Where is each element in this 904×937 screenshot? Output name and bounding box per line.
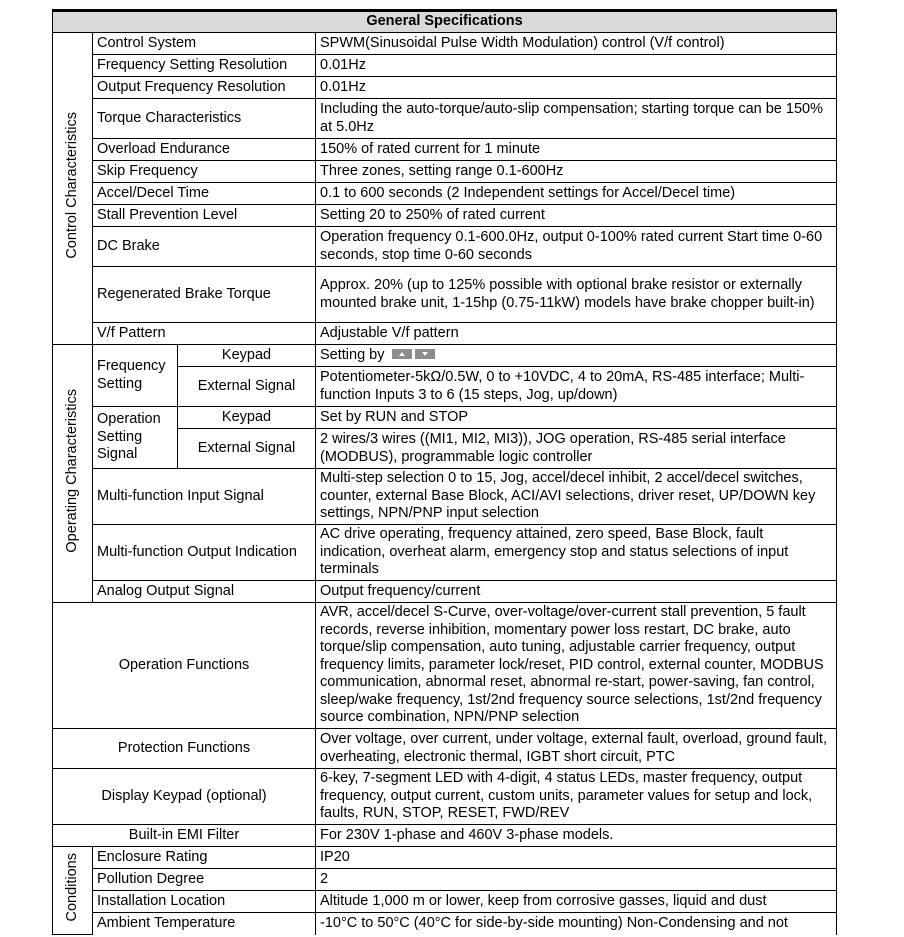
table-row [53, 161, 837, 183]
spec-value: Adjustable V/f pattern [316, 323, 837, 345]
table-row [53, 183, 837, 205]
spec-value: SPWM(Sinusoidal Pulse Width Modulation) control (V/f control) [316, 33, 837, 55]
table-row [53, 99, 837, 139]
spec-label: Stall Prevention Level [93, 205, 316, 227]
spec-value: For 230V 1-phase and 460V 3-phase models. [316, 825, 837, 847]
spec-value: Setting by [316, 345, 837, 367]
spec-value: 0.1 to 600 seconds (2 Independent settings for Accel/Decel time) [316, 183, 837, 205]
spec-label: V/f Pattern [93, 323, 316, 345]
table-title-row [53, 11, 837, 33]
spec-label: Operation Setting Signal [93, 407, 178, 469]
spec-value: Multi-step selection 0 to 15, Jog, accel/decel inhibit, 2 accel/decel switches, counter, external Base Block, ACI/AVI selections, driver reset, UP/DOWN key settings, NPN/PNP input selection [316, 469, 837, 525]
table-row [53, 267, 837, 323]
table-row [53, 205, 837, 227]
table-row [53, 869, 837, 891]
table-row [53, 825, 837, 847]
spec-value: Set by RUN and STOP [316, 407, 837, 429]
spec-value: Approx. 20% (up to 125% possible with optional brake resistor or externally mounted brake unit, 1-15hp (0.75-11kW) models have brake chopper built-in) [316, 267, 837, 323]
group-conditions: Conditions [53, 847, 93, 935]
spec-label: Built-in EMI Filter [53, 825, 316, 847]
table-row [53, 407, 837, 429]
spec-label: Ambient Temperature [93, 913, 316, 935]
table-row [53, 139, 837, 161]
spec-label: Accel/Decel Time [93, 183, 316, 205]
spec-value: Setting 20 to 250% of rated current [316, 205, 837, 227]
spec-label: Output Frequency Resolution [93, 77, 316, 99]
spec-label: Enclosure Rating [93, 847, 316, 869]
table-row [53, 847, 837, 869]
spec-value: Potentiometer-5kΩ/0.5W, 0 to +10VDC, 4 to 20mA, RS-485 interface; Multi-function Inputs 3 to 6 (15 steps, Jog, up/down) [316, 367, 837, 407]
table-row [53, 323, 837, 345]
spec-label: Frequency Setting Resolution [93, 55, 316, 77]
spec-value: 6-key, 7-segment LED with 4-digit, 4 status LEDs, master frequency, output frequency, output current, custom units, parameter values for setup and lock, faults, RUN, STOP, RESET, FWD/REV [316, 769, 837, 825]
spec-sublabel: Keypad [178, 407, 316, 429]
spec-value: 2 [316, 869, 837, 891]
spec-label: DC Brake [93, 227, 316, 267]
table-row [53, 769, 837, 825]
spec-value: Altitude 1,000 m or lower, keep from corrosive gasses, liquid and dust [316, 891, 837, 913]
table-row [53, 55, 837, 77]
spec-value: 0.01Hz [316, 55, 837, 77]
table-row [53, 525, 837, 581]
spec-label: Analog Output Signal [93, 581, 316, 603]
table-row [53, 729, 837, 769]
spec-value: Operation frequency 0.1-600.0Hz, output 0-100% rated current Start time 0-60 seconds, stop time 0-60 seconds [316, 227, 837, 267]
spec-label: Protection Functions [53, 729, 316, 769]
spec-value: IP20 [316, 847, 837, 869]
table-title: General Specifications [53, 11, 837, 33]
spec-value: Output frequency/current [316, 581, 837, 603]
spec-sublabel: External Signal [178, 367, 316, 407]
spec-label: Multi-function Output Indication [93, 525, 316, 581]
table-row [53, 345, 837, 367]
table-row [53, 33, 837, 55]
spec-value: 0.01Hz [316, 77, 837, 99]
group-control-characteristics: Control Characteristics [53, 33, 93, 345]
spec-value: 150% of rated current for 1 minute [316, 139, 837, 161]
spec-value: Three zones, setting range 0.1-600Hz [316, 161, 837, 183]
spec-label: Torque Characteristics [93, 99, 316, 139]
table-row [53, 227, 837, 267]
spec-value: -10°C to 50°C (40°C for side-by-side mounting) Non-Condensing and not [316, 913, 837, 935]
spec-label: Display Keypad (optional) [53, 769, 316, 825]
table-row [53, 913, 837, 935]
up-arrow-key-icon [392, 349, 412, 359]
table-row [53, 603, 837, 729]
spec-value: Over voltage, over current, under voltage, external fault, overload, ground fault, overheating, electronic thermal, IGBT short circuit, PTC [316, 729, 837, 769]
group-operating-characteristics: Operating Characteristics [53, 345, 93, 603]
spec-value: Including the auto-torque/auto-slip compensation; starting torque can be 150% at 5.0Hz [316, 99, 837, 139]
table-row [53, 77, 837, 99]
spec-label: Pollution Degree [93, 869, 316, 891]
spec-label: Skip Frequency [93, 161, 316, 183]
spec-label: Control System [93, 33, 316, 55]
spec-label: Frequency Setting [93, 345, 178, 407]
spec-label: Regenerated Brake Torque [93, 267, 316, 323]
general-specifications-table [52, 9, 837, 935]
down-arrow-key-icon [415, 349, 435, 359]
spec-label: Multi-function Input Signal [93, 469, 316, 525]
spec-label: Overload Endurance [93, 139, 316, 161]
spec-value: AC drive operating, frequency attained, zero speed, Base Block, fault indication, overheat alarm, emergency stop and status selections of input terminals [316, 525, 837, 581]
table-row [53, 891, 837, 913]
spec-sublabel: External Signal [178, 429, 316, 469]
spec-value: AVR, accel/decel S-Curve, over-voltage/over-current stall prevention, 5 fault records, reverse inhibition, momentary power loss restart, DC brake, auto torque/slip compensation, auto tuning, adjustable carrier frequency, output frequency limits, parameter lock/reset, PID control, external counter, MODBUS communication, abnormal reset, abnormal re-start, power-saving, fan control, sleep/wake frequency, 1st/2nd frequency source selections, 1st/2nd frequency source combination, NPN/PNP selection [316, 603, 837, 729]
table-row [53, 469, 837, 525]
table-row [53, 581, 837, 603]
spec-sublabel: Keypad [178, 345, 316, 367]
spec-label: Operation Functions [53, 603, 316, 729]
spec-value: 2 wires/3 wires ((MI1, MI2, MI3)), JOG operation, RS-485 serial interface (MODBUS), programmable logic controller [316, 429, 837, 469]
spec-label: Installation Location [93, 891, 316, 913]
